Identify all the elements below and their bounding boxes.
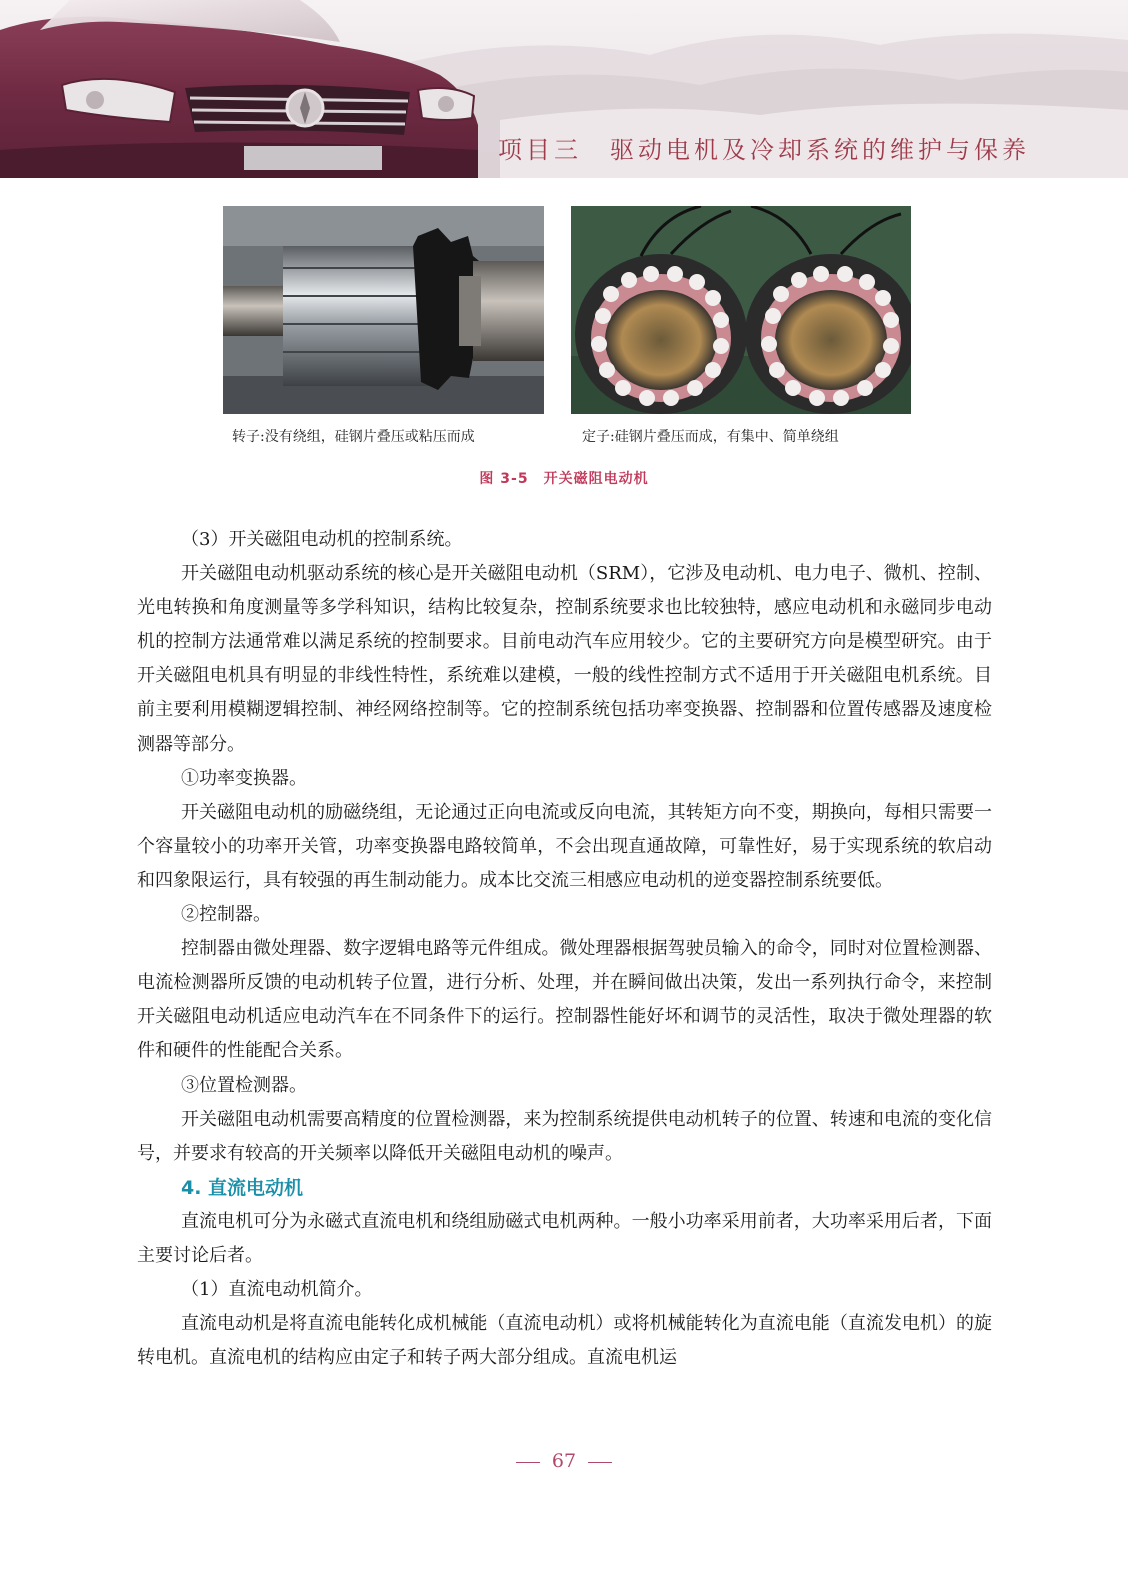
main-content (137, 523, 992, 1375)
stator-caption: 定子:硅钢片叠压而成，有集中、简单绕组 (582, 429, 839, 445)
paragraph: ②控制器。 (181, 904, 271, 926)
stator-photo (571, 206, 911, 414)
paragraph: （1）直流电动机简介。 (181, 1279, 373, 1301)
rotor-photo (223, 206, 544, 414)
paragraph: （3）开关磁阻电动机的控制系统。 (181, 529, 463, 550)
page-header-banner (0, 0, 1128, 178)
paragraph: ①功率变换器。 (181, 767, 307, 789)
paragraph: 开关磁阻电动机的励磁绕组，无论通过正向电流或反向电流，其转矩方向不变，期换向，每相只需要一个容量较小的功率开关管，功率变换器电路较简单，不会出现直通故障，可靠性好，易于实现系统的软启动和四象限运行，具有较强的再生制动能力。成本比交流三相感应电动机的逆变器控制系统要低。 (137, 801, 992, 891)
paragraph: 开关磁阻电动机需要高精度的位置检测器，来为控制系统提供电动机转子的位置、转速和电流的变化信号，并要求有较高的开关频率以降低开关磁阻电动机的噪声。 (137, 1108, 992, 1164)
paragraph: 直流电动机是将直流电能转化成机械能（直流电动机）或将机械能转化为直流电能（直流发电机）的旋转电机。直流电机的结构应由定子和转子两大部分组成。直流电机运 (137, 1313, 992, 1369)
page-number (0, 1450, 1128, 1472)
paragraph: ③位置检测器。 (181, 1074, 307, 1096)
chapter-title: 项目三 驱动电机及冷却系统的维护与保养 (498, 136, 1030, 164)
license-plate (244, 146, 382, 170)
paragraph: 直流电机可分为永磁式直流电机和绕组励磁式电机两种。一般小功率采用前者，大功率采用后者，下面主要讨论后者。 (137, 1210, 992, 1266)
paragraph: 开关磁阻电动机驱动系统的核心是开关磁阻电动机（SRM），它涉及电动机、电力电子、微机、控制、光电转换和角度测量等多学科知识，结构比较复杂，控制系统要求也比较独特，感应电动机和永磁同步电动机的控制方法通常难以满足系统的控制要求。目前电动汽车应用较少。它的主要研究方向是模型研究。由于开关磁阻电机具有明显的非线性特性，系统难以建模，一般的线性控制方式不适用于开关磁阻电机系统。目前主要利用模糊逻辑控制、神经网络控制等。它的控制系统包括功率变换器、控制器和位置传感器及速度检测器等部分。 (137, 563, 992, 755)
paragraph: 控制器由微处理器、数字逻辑电路等元件组成。微处理器根据驾驶员输入的命令，同时对位置检测器、电流检测器所反馈的电动机转子位置，进行分析、处理，并在瞬间做出决策，发出一系列执行命令，来控制开关磁阻电动机适应电动汽车在不同条件下的运行。控制器性能好坏和调节的灵活性，取决于微处理器的软件和硬件的性能配合关系。 (137, 938, 992, 1062)
rotor-caption: 转子:没有绕组，硅钢片叠压或粘压而成 (232, 429, 475, 445)
page-number-dash-left (516, 1462, 540, 1463)
section-heading: 4. 直流电动机 (181, 1176, 304, 1199)
figure-title: 图 3-5 开关磁阻电动机 (479, 471, 649, 487)
page-number-value: 67 (551, 1450, 577, 1472)
page-number-dash-right (588, 1462, 612, 1463)
